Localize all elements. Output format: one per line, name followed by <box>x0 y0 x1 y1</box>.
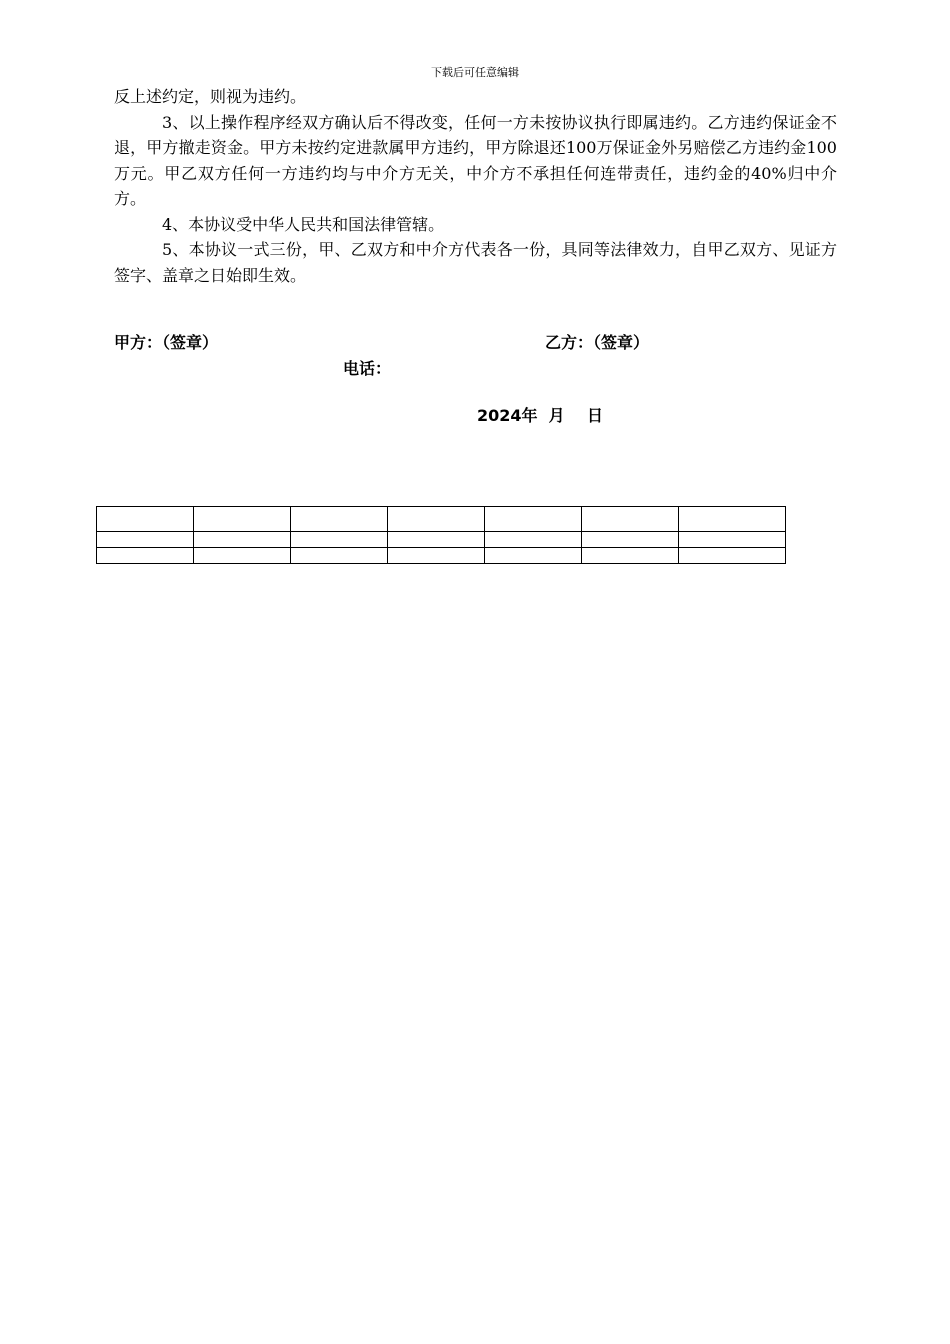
table-cell <box>679 507 786 532</box>
table-cell <box>97 507 194 532</box>
table-cell <box>582 532 679 548</box>
table-cell <box>97 548 194 564</box>
signing-date: 2024年 月 日 <box>477 406 603 425</box>
table-cell <box>194 548 291 564</box>
paragraph-breach-continuation: 反上述约定，则视为违约。 <box>114 87 307 106</box>
paragraph-clause-4: 4、本协议受中华人民共和国法律管辖。 <box>162 214 445 234</box>
table-cell <box>291 507 388 532</box>
page-header-note: 下载后可任意编辑 <box>431 66 519 79</box>
table-cell <box>485 507 582 532</box>
table-cell <box>582 548 679 564</box>
table-cell <box>679 532 786 548</box>
empty-grid-table <box>96 506 786 564</box>
agreement-body <box>114 84 837 288</box>
table-cell <box>388 507 485 532</box>
table-row <box>97 507 786 532</box>
table-cell <box>194 507 291 532</box>
paragraph-clause-3: 3、以上操作程序经双方确认后不得改变，任何一方未按协议执行即属违约。乙方违约保证金不退，甲方撤走资金。甲方未按约定进款属甲方违约，甲方除退还100万保证金外另赔偿乙方违约金100万元。甲乙双方任何一方违约均与中介方无关，中介方不承担任何连带责任，违约金的40%归中介方。 <box>114 112 837 208</box>
table-cell <box>388 548 485 564</box>
paragraph-clause-5: 5、本协议一式三份，甲、乙双方和中介方代表各一份，具同等法律效力，自甲乙双方、见证方签字、盖章之日始即生效。 <box>114 240 837 285</box>
table-cell <box>679 548 786 564</box>
table-cell <box>97 532 194 548</box>
table-cell <box>388 532 485 548</box>
table-cell <box>582 507 679 532</box>
table-cell <box>485 532 582 548</box>
table-cell <box>485 548 582 564</box>
party-b-signature: 乙方：（签章） <box>545 333 650 352</box>
table-cell <box>194 532 291 548</box>
table-row <box>97 548 786 564</box>
phone-label: 电话： <box>343 359 392 378</box>
table-cell <box>291 548 388 564</box>
party-a-signature: 甲方：（签章） <box>114 333 219 352</box>
table-row <box>97 532 786 548</box>
table-cell <box>291 532 388 548</box>
